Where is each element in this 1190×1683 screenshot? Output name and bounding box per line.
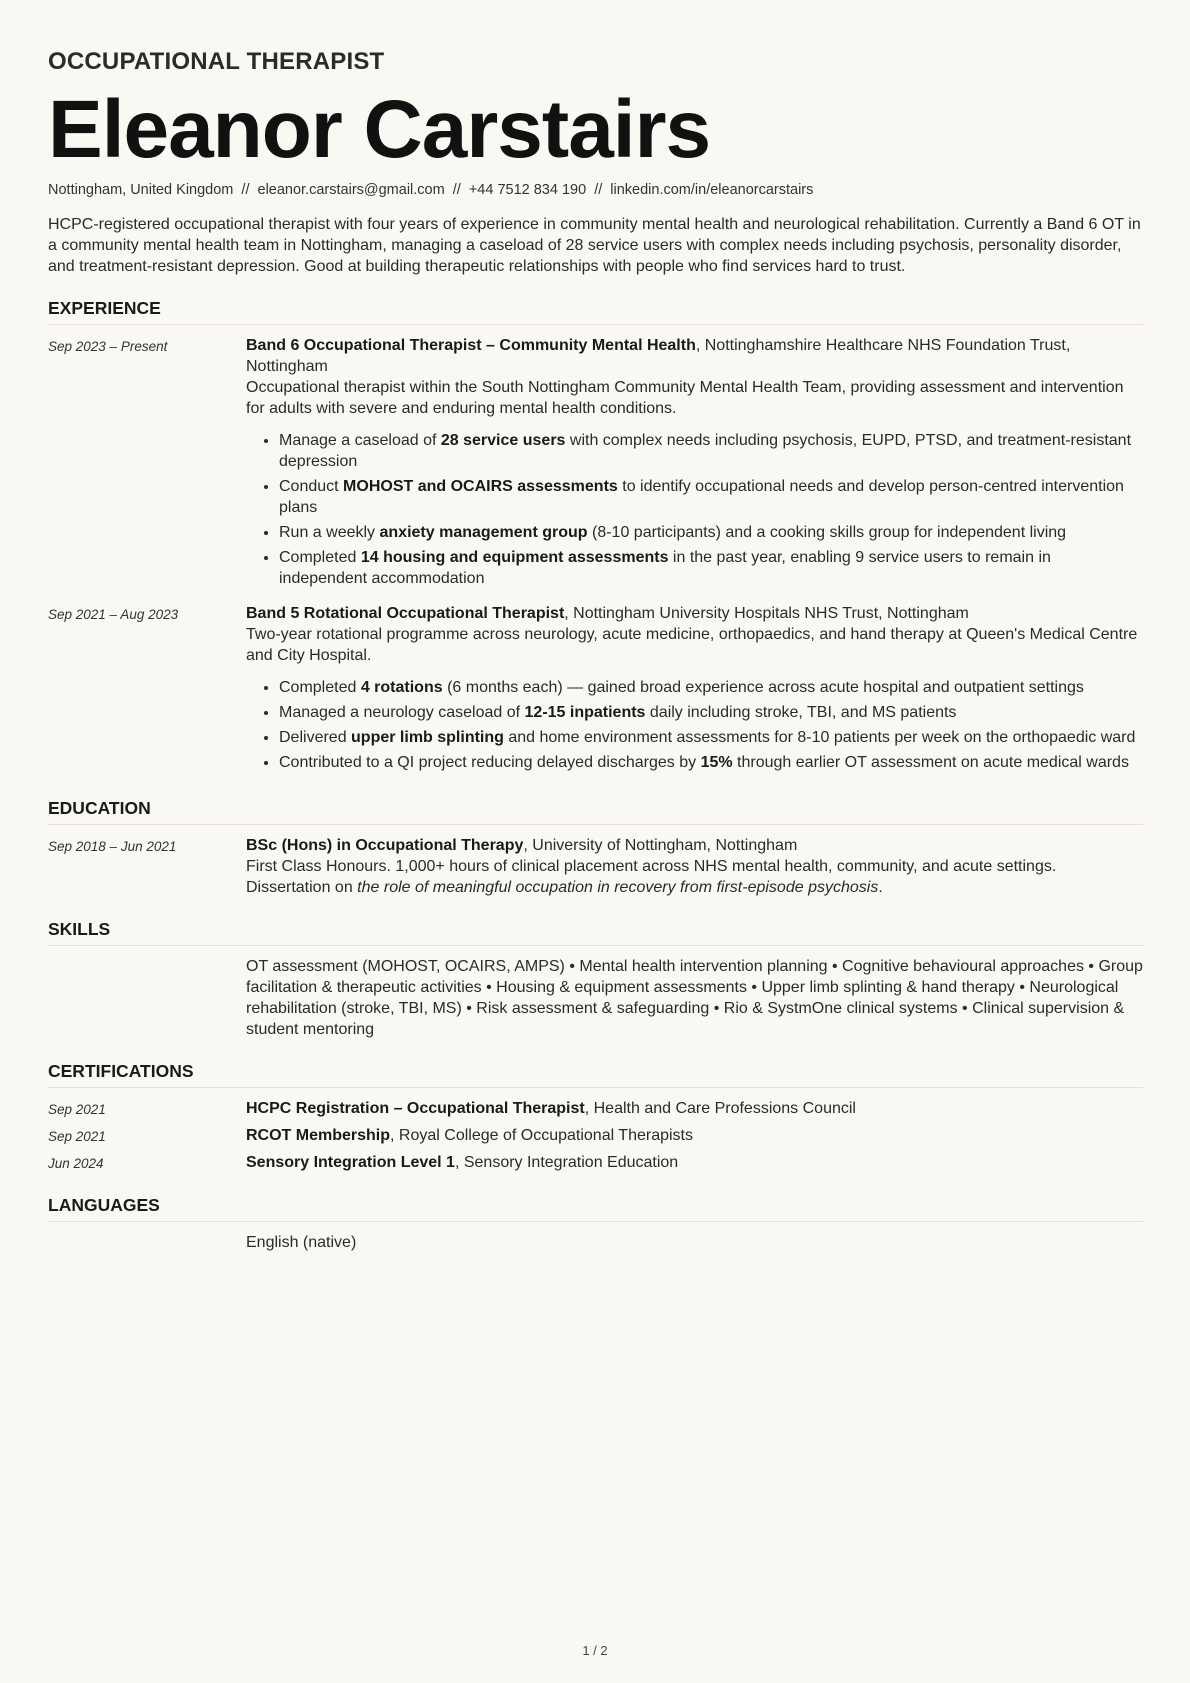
education-date: Sep 2018 – Jun 2021 [48,839,177,854]
contact-linkedin[interactable]: linkedin.com/in/eleanorcarstairs [610,182,814,198]
section-title: CERTIFICATIONS [48,1060,1143,1088]
certification-name: Sensory Integration Level 1 [246,1154,455,1171]
contact-line [48,180,1143,200]
contact-email[interactable]: eleanor.carstairs@gmail.com [257,182,445,198]
certifications-section [48,1060,1143,1174]
page-number: 1 / 2 [582,1643,608,1658]
languages-entry [48,1232,1143,1253]
section-title: EDUCATION [48,797,1143,825]
job-entry [48,603,1143,777]
section-title: LANGUAGES [48,1194,1143,1222]
certification-date: Sep 2021 [48,1129,106,1144]
certification-entry [48,1098,1143,1120]
certification-date: Sep 2021 [48,1102,106,1117]
certification-date: Jun 2024 [48,1156,104,1171]
list-item: • Conduct MOHOST and OCAIRS assessments to identify occupational needs and develop person-centred intervention plans [279,476,1143,518]
skills-section [48,918,1143,1040]
certification-org: , Sensory Integration Education [454,1154,679,1171]
job-bullets [246,430,1143,589]
contact-separator: // [594,182,603,198]
contact-location: Nottingham, United Kingdom [48,182,234,198]
degree: BSc (Hons) in Occupational Therapy [246,837,524,854]
contact-separator: // [241,182,250,198]
job-description: Occupational therapist within the South Nottingham Community Mental Health Team, providing assessment and intervention for adults with severe and enduring mental health conditions. [246,379,1124,417]
list-item: • Completed 4 rotations (6 months each) — gained broad experience across acute hospital and outpatient settings [279,677,1143,698]
section-title: EXPERIENCE [48,297,1143,325]
candidate-name: Eleanor Carstairs [48,84,711,175]
job-heading [246,603,1143,624]
skills-list: OT assessment (MOHOST, OCAIRS, AMPS) • Mental health intervention planning • Cognitive behavioural approaches • Group facilitation & therapeutic activities • Housing & equipment assessments • Upper limb splinting & hand therapy • Neurological rehabilitation (stroke, TBI, MS) • Risk assessment & safeguarding • Rio & SystmOne clinical systems • Clinical supervision & student mentoring [246,958,1143,1038]
certification-org: , Royal College of Occupational Therapists [390,1127,693,1144]
certification-org: , Health and Care Professions Council [584,1100,856,1117]
contact-separator: // [452,182,461,198]
professional-summary: HCPC-registered occupational therapist with four years of experience in community mental health and neurological rehabilitation. Currently a Band 6 OT in a community mental health team in Nottingham, managing a caseload of 28 service users with complex needs including psychosis, personality disorder, and treatment-resistant depression. Good at building therapeutic relationships with people who find services hard to trust. [48,216,1141,275]
education-entry [48,835,1143,898]
certification-name: RCOT Membership [246,1127,391,1144]
job-entry [48,335,1143,593]
contact-phone[interactable]: +44 7512 834 190 [468,182,587,198]
education-section [48,797,1143,898]
list-item: • Contributed to a QI project reducing delayed discharges by 15% through earlier OT assessment on acute medical wards [279,752,1143,773]
resume-page [48,44,1143,1253]
job-role: Band 6 Occupational Therapist – Community Mental Health [246,337,696,354]
job-body [246,335,1143,593]
skills-entry [48,956,1143,1040]
education-org: , University of Nottingham, Nottingham [523,837,798,854]
job-org: , Nottingham University Hospitals NHS Trust, Nottingham [564,605,969,622]
certification-name: HCPC Registration – Occupational Therapist [246,1100,585,1117]
job-title: OCCUPATIONAL THERAPIST [48,48,385,75]
job-org: , Nottinghamshire Healthcare NHS Foundation Trust, Nottingham [246,337,1071,375]
section-title: SKILLS [48,918,1143,946]
list-item: • Managed a neurology caseload of 12-15 inpatients daily including stroke, TBI, and MS patients [279,702,1143,723]
education-heading [246,835,1143,856]
job-role: Band 5 Rotational Occupational Therapist [246,605,565,622]
list-item: • Manage a caseload of 28 service users with complex needs including psychosis, EUPD, PTSD, and treatment-resistant depression [279,430,1143,472]
experience-section [48,297,1143,777]
languages-section [48,1194,1143,1253]
certification-entry [48,1152,1143,1174]
job-description: Two-year rotational programme across neurology, acute medicine, orthopaedics, and hand therapy at Queen's Medical Centre and City Hospital. [246,626,1138,664]
list-item: • Run a weekly anxiety management group (8-10 participants) and a cooking skills group for independent living [279,522,1143,543]
job-body [246,603,1143,777]
job-date: Sep 2021 – Aug 2023 [48,607,179,622]
job-date: Sep 2023 – Present [48,339,168,354]
job-bullets [246,677,1143,773]
job-heading [246,335,1143,377]
certification-entry [48,1125,1143,1147]
list-item: • Completed 14 housing and equipment assessments in the past year, enabling 9 service users to remain in independent accommodation [279,547,1143,589]
language-item: English (native) [246,1234,357,1251]
education-body [246,835,1143,898]
education-description: First Class Honours. 1,000+ hours of clinical placement across NHS mental health, community, and acute settings. Dissertation on the role of meaningful occupation in recovery from first-episode psychosis. [246,858,1057,896]
list-item: • Delivered upper limb splinting and home environment assessments for 8-10 patients per week on the orthopaedic ward [279,727,1143,748]
